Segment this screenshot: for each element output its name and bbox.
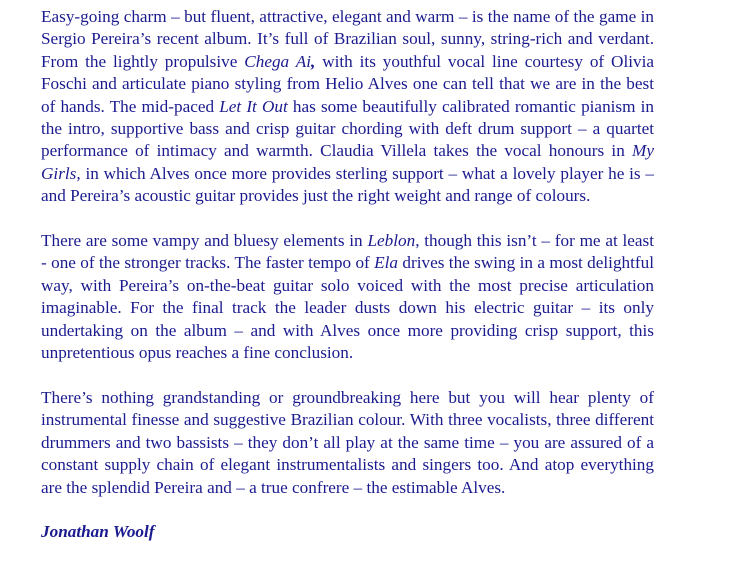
review-paragraph-3 (41, 387, 654, 499)
paragraph-text: with its youthful vocal line courtesy of Olivia Foschi and articulate piano styling from Helio Alves one can tell that we are in the best of hands. The mid-paced (41, 51, 654, 116)
paragraph-text: drives the swing in a most delightful way, with Pereira’s on-the-beat guitar solo voiced with the most precise articulation imaginable. For the final track the leader dusts down his electric guitar – its only undertaking on the album – and with Alves once more providing crisp support, this unpretentious opus reaches a fine conclusion. (41, 253, 654, 363)
paragraph-text: , though this isn’t – for me at least - one of the stronger tracks. The faster tempo of (41, 231, 655, 273)
album-track-title: Leblon (367, 231, 416, 251)
paragraph-text: , in which Alves once more provides sterling support – what a lovely player he is – and Pereira’s acoustic guitar provides just the right weight and range of colours. (41, 163, 654, 206)
review-paragraph-2 (41, 230, 654, 364)
paragraph-text: There are some vampy and bluesy elements in (41, 231, 368, 251)
paragraph-text: Easy-going charm – but fluent, attractive, elegant and warm – is the name of the game in Sergio Pereira’s recent album. It’s full of Brazilian soul, sunny, string-rich and verdant. From the lightly propulsive (41, 7, 654, 71)
album-track-title: My Girls (41, 141, 654, 183)
author-signature: Jonathan Woolf (41, 522, 155, 542)
paragraph-text: has some beautifully calibrated romantic pianism in the intro, supportive bass and crisp guitar chording with deft drum support – a quartet performance of intimacy and warmth. Claudia Villela takes the vocal honours in (41, 96, 654, 161)
album-track-title: Ela (374, 253, 399, 273)
album-track-title: Let It Out (219, 96, 288, 116)
review-article (41, 6, 654, 544)
paragraph-text: There’s nothing grandstanding or groundbreaking here but you will hear plenty of instrumental finesse and suggestive Brazilian colour. With three vocalists, three different drummers and two bassists – they don’t all play at the same time – you are assured of a constant supply chain of elegant instrumentalists and singers too. And atop everything are the splendid Pereira and – a true confrere – the estimable Alves. (41, 387, 654, 497)
album-track-title: Chega Ai (244, 51, 311, 71)
review-paragraph-1 (41, 6, 654, 208)
paragraph-text: , (311, 51, 316, 71)
